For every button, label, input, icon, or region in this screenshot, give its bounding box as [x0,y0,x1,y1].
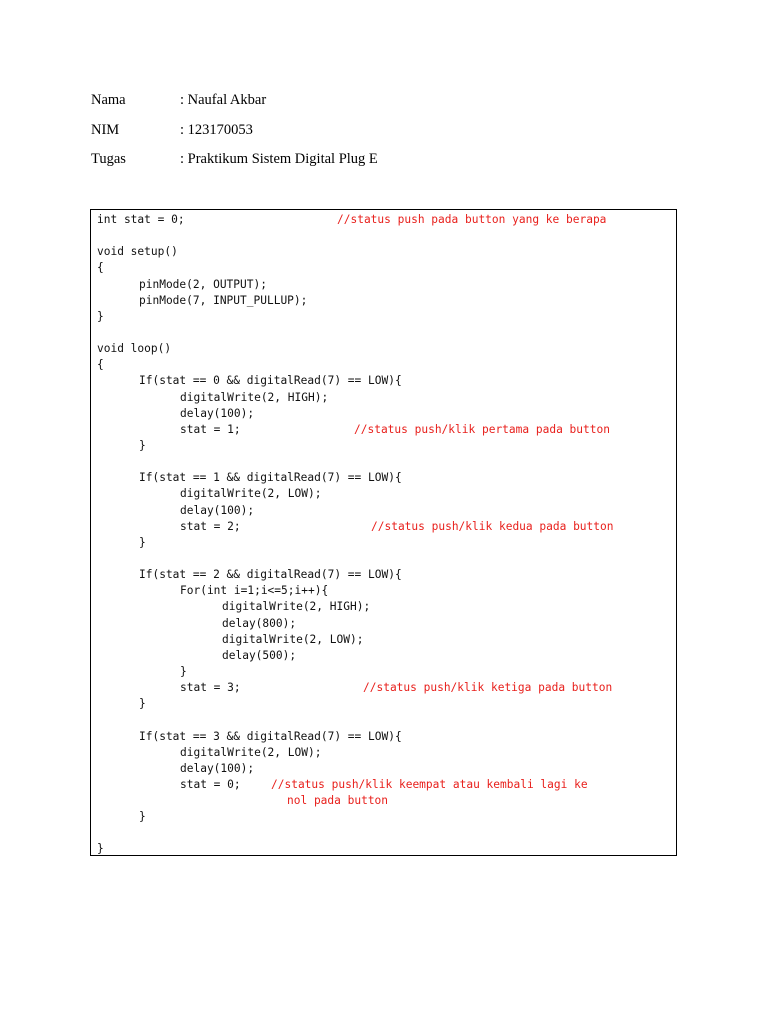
code-text: } [139,697,146,711]
code-text: delay(100); [180,503,255,517]
code-text: stat = 3; [180,681,241,695]
info-value: : Naufal Akbar [180,92,267,108]
code-text: digitalWrite(2, HIGH); [180,390,329,404]
code-text: digitalWrite(2, LOW); [180,745,322,759]
code-text: stat = 2; [180,519,241,533]
code-text: pinMode(7, INPUT_PULLUP); [139,293,308,307]
code-text: void setup() [97,245,178,259]
code-text: digitalWrite(2, LOW); [222,632,364,646]
code-text: int stat = 0; [97,213,185,226]
code-text: If(stat == 2 && digitalRead(7) == LOW){ [139,568,402,582]
code-text: If(stat == 0 && digitalRead(7) == LOW){ [139,374,402,388]
code-text: digitalWrite(2, HIGH); [222,600,371,614]
code-text: If(stat == 1 && digitalRead(7) == LOW){ [139,471,402,485]
info-label: Nama [91,92,126,108]
code-text: digitalWrite(2, LOW); [180,487,322,501]
code-text: } [139,438,146,452]
code-text: If(stat == 3 && digitalRead(7) == LOW){ [139,729,402,743]
code-text: } [97,309,104,323]
code-text: } [97,842,104,856]
code-text: delay(100); [180,406,255,420]
code-text: } [139,535,146,549]
code-comment: //status push/klik ketiga pada button [363,681,613,695]
code-text: delay(100); [180,761,255,775]
code-comment: //status push/klik kedua pada button [371,519,614,533]
code-comment: nol pada button [287,794,389,808]
code-text: { [97,358,104,372]
code-comment: //status push pada button yang ke berapa [337,213,607,226]
code-text: delay(500); [222,648,297,662]
code-text: { [97,261,104,275]
code-text: stat = 0; [180,777,241,791]
info-value: : Praktikum Sistem Digital Plug E [180,151,378,167]
info-label: Tugas [91,151,126,167]
code-text: stat = 1; [180,422,241,436]
code-comment: //status push/klik keempat atau kembali lagi ke [271,777,588,791]
code-text: void loop() [97,342,172,356]
code-text: For(int i=1;i<=5;i++){ [180,584,329,598]
code-text: delay(800); [222,616,297,630]
code-block [90,209,677,856]
info-value: : 123170053 [180,121,253,138]
code-text: } [139,810,146,824]
code-comment: //status push/klik pertama pada button [354,422,610,436]
info-label: NIM [91,121,120,138]
code-text: pinMode(2, OUTPUT); [139,277,267,291]
code-text: } [180,664,187,678]
